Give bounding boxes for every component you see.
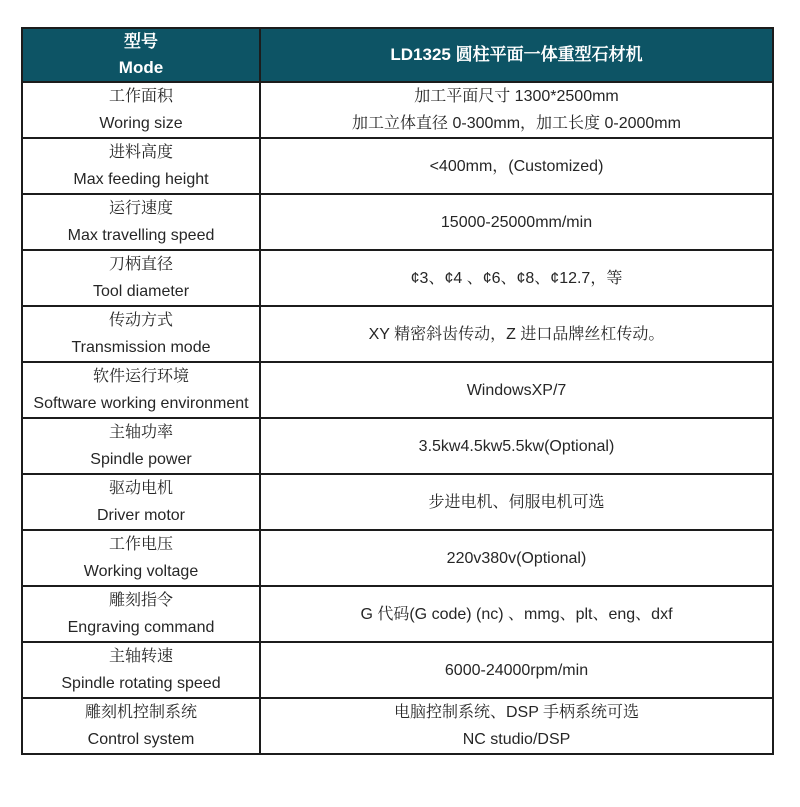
row-value-line: 加工平面尺寸 1300*2500mm [414, 88, 619, 105]
spec-table [21, 27, 774, 755]
row-label-cell [22, 642, 260, 698]
row-label-cell [22, 418, 260, 474]
row-value-line: WindowsXP/7 [466, 381, 567, 399]
row-value-line: ¢3、¢4 、¢6、¢8、¢12.7，等 [410, 269, 623, 287]
row-value-line: XY 精密斜齿传动，Z 进口品牌丝杠传动。 [368, 325, 665, 343]
row-value-line: G 代码(G code) (nc) 、mmg、plt、eng、dxf [360, 605, 673, 623]
table-row [22, 642, 773, 698]
row-label-zh: 主轴功率 [108, 424, 173, 441]
row-label-zh: 刀柄直径 [108, 256, 173, 273]
row-value-line: 15000-25000mm/min [440, 213, 593, 231]
row-label-en: Driver motor [96, 507, 185, 524]
row-label-en: Spindle rotating speed [61, 675, 221, 692]
row-value-cell [260, 586, 773, 642]
row-value-line: NC studio/DSP [462, 731, 571, 748]
row-label-zh: 传动方式 [108, 312, 173, 329]
row-value-line: 步进电机、伺服电机可选 [428, 493, 605, 511]
row-label-zh: 驱动电机 [108, 480, 173, 497]
table-row [22, 250, 773, 306]
row-label-zh: 进料高度 [108, 144, 173, 161]
row-value-cell [260, 306, 773, 362]
row-label-en: Engraving command [67, 619, 215, 636]
header-value-cell [260, 28, 773, 82]
row-value-cell [260, 194, 773, 250]
row-value-cell [260, 250, 773, 306]
row-label-cell [22, 586, 260, 642]
row-label-zh: 雕刻指令 [108, 592, 173, 609]
table-row [22, 194, 773, 250]
row-label-en: Software working environment [33, 395, 249, 412]
row-label-cell [22, 82, 260, 138]
row-value-line: 电脑控制系统、DSP 手柄系统可选 [393, 704, 640, 721]
row-value-cell [260, 82, 773, 138]
row-value-cell [260, 698, 773, 754]
row-label-en: Transmission mode [71, 339, 211, 356]
row-value-cell [260, 362, 773, 418]
table-row [22, 362, 773, 418]
row-label-en: Max feeding height [73, 171, 209, 188]
table-row [22, 82, 773, 138]
table-row [22, 138, 773, 194]
row-label-cell [22, 362, 260, 418]
row-label-en: Working voltage [83, 563, 199, 580]
row-label-zh: 软件运行环境 [92, 368, 189, 385]
table-row [22, 474, 773, 530]
row-label-zh: 雕刻机控制系统 [84, 704, 197, 721]
row-value-line: 220v380v(Optional) [446, 549, 587, 567]
row-value-line: 6000-24000rpm/min [444, 661, 589, 679]
row-label-en: Spindle power [90, 451, 192, 468]
header-label-en: Mode [118, 58, 164, 77]
row-value-cell [260, 642, 773, 698]
header-label-cell [22, 28, 260, 82]
row-value-cell [260, 474, 773, 530]
row-label-cell [22, 474, 260, 530]
row-label-cell [22, 194, 260, 250]
row-value-cell [260, 530, 773, 586]
row-label-zh: 主轴转速 [108, 648, 173, 665]
row-label-cell [22, 698, 260, 754]
row-label-en: Tool diameter [92, 283, 190, 300]
row-value-line: 3.5kw4.5kw5.5kw(Optional) [418, 437, 615, 455]
row-label-en: Control system [87, 731, 195, 748]
table-row [22, 418, 773, 474]
row-label-cell [22, 306, 260, 362]
row-label-en: Max travelling speed [67, 227, 215, 244]
table-header-row [22, 28, 773, 82]
row-value-line: <400mm，(Customized) [429, 157, 604, 175]
row-value-line: 加工立体直径 0-300mm，加工长度 0-2000mm [352, 115, 681, 132]
row-label-en: Woring size [99, 115, 183, 132]
row-label-cell [22, 138, 260, 194]
table-row [22, 586, 773, 642]
row-label-zh: 工作电压 [108, 536, 173, 553]
row-label-cell [22, 530, 260, 586]
header-model-name: LD1325 圆柱平面一体重型石材机 [390, 45, 643, 64]
row-label-cell [22, 250, 260, 306]
table-row [22, 698, 773, 754]
table-row [22, 306, 773, 362]
header-label-zh: 型号 [124, 32, 158, 51]
row-value-cell [260, 138, 773, 194]
row-value-cell [260, 418, 773, 474]
table-row [22, 530, 773, 586]
row-label-zh: 工作面积 [108, 88, 173, 105]
row-label-zh: 运行速度 [108, 200, 173, 217]
